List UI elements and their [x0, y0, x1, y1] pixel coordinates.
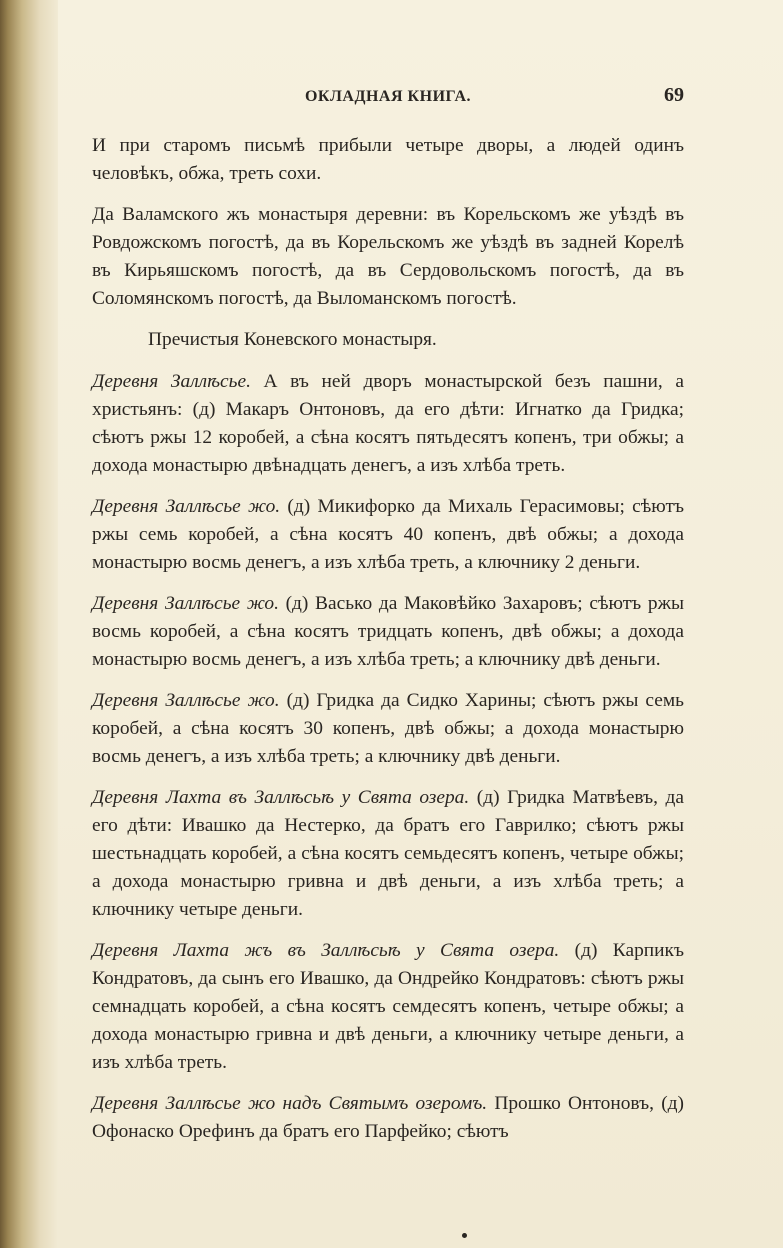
paragraph — [92, 784, 684, 924]
village-name: Деревня Заллѣсье жо. — [92, 690, 280, 711]
paragraph — [92, 687, 684, 771]
running-head: ОКЛАДНАЯ КНИГА. — [304, 88, 472, 105]
paragraph-text: (д) Карпикъ Кондратовъ, да сынъ его Ивашко, да Ондрейко Кондратовъ: сѣютъ ржы семнадцать коробей, а сѣна косятъ семдесятъ копенъ, четыре обжы; а дохода монастырю гривна и двѣ деньги, а ключнику четыре деньги, а изъ хлѣба треть. — [92, 940, 684, 1073]
ink-speck — [462, 1233, 467, 1238]
paragraph-text: А въ ней дворъ монастырской безъ пашни, а христьянъ: (д) Макаръ Онтоновъ, да его дѣти: Игнатко да Гридка; сѣютъ ржы 12 коробей, а сѣна косятъ пятьдесятъ копенъ, три обжы; а дохода монастырю двѣнадцать денегъ, а изъ хлѣба треть. — [92, 371, 684, 476]
paragraph-text: И при старомъ письмѣ прибыли четыре дворы, а людей одинъ человѣкъ, обжа, треть сохи. — [92, 135, 684, 184]
page-body — [92, 132, 684, 1146]
paragraph-text: (д) Гридка Матвѣевъ, да его дѣти: Ивашко да Нестерко, да братъ его Гаврилко; сѣютъ ржы шестьнадцать коробей, а сѣна косятъ семьдесятъ копенъ, четыре обжы; а дохода монастырю гривна и двѣ деньги, а изъ хлѣба треть; а ключнику четыре деньги. — [92, 787, 684, 920]
paragraph-text: Прошко Онтоновъ, (д) Офонаско Орефинъ да братъ его Парфейко; сѣютъ — [92, 1093, 684, 1142]
paragraph — [92, 493, 684, 577]
village-name: Деревня Заллѣсье. — [92, 371, 251, 392]
paragraph — [92, 937, 684, 1077]
paragraph — [92, 590, 684, 674]
paragraph — [92, 368, 684, 480]
village-name: Деревня Заллѣсье жо надъ Святымъ озеромъ. — [92, 1093, 488, 1114]
paragraph — [92, 201, 684, 313]
paragraph-text: (д) Микифорко да Михаль Герасимовы; сѣютъ ржы семь коробей, а сѣна косятъ 40 копенъ, двѣ обжы; а дохода монастырю восмь денегъ, а изъ хлѣба треть, а ключнику 2 деньги. — [92, 496, 684, 573]
village-name: Деревня Заллѣсье жо. — [92, 496, 281, 517]
section-heading — [92, 326, 684, 354]
paragraph-text: Пречистыя Коневского монастыря. — [148, 329, 437, 350]
paragraph-text: Да Валамского жъ монастыря деревни: въ Корельскомъ же уѣздѣ въ Ровдожскомъ погостѣ, да въ Корельскомъ же уѣздѣ въ задней Корелѣ въ Кирьяшскомъ погостѣ, да въ Сердовольскомъ погостѣ, да въ Соломянскомъ погостѣ, да Выломанскомъ погостѣ. — [92, 204, 684, 309]
village-name: Деревня Лахта жъ въ Заллѣсьѣ у Свята озера. — [92, 940, 560, 961]
book-page — [92, 84, 685, 1159]
book-spine-shadow — [0, 0, 58, 1248]
village-name: Деревня Лахта въ Заллѣсьѣ у Свята озера. — [92, 787, 470, 808]
paragraph-text: (д) Гридка да Сидко Харины; сѣютъ ржы семь коробей, а сѣна косятъ 30 копенъ, двѣ обжы; а дохода монастырю восмь денегъ, а изъ хлѣба треть; а ключнику двѣ деньги. — [92, 690, 684, 767]
paragraph-text: (д) Васько да Маковѣйко Захаровъ; сѣютъ ржы восмь коробей, а сѣна косятъ тридцать копенъ, двѣ обжы; а дохода монастырю восмь денегъ, а изъ хлѣба треть; а ключнику двѣ деньги. — [92, 593, 685, 670]
paragraph — [92, 1090, 684, 1146]
page-number: 69 — [664, 84, 684, 106]
page-header — [92, 84, 684, 118]
paragraph — [92, 132, 684, 188]
village-name: Деревня Заллѣсье жо. — [92, 593, 279, 614]
